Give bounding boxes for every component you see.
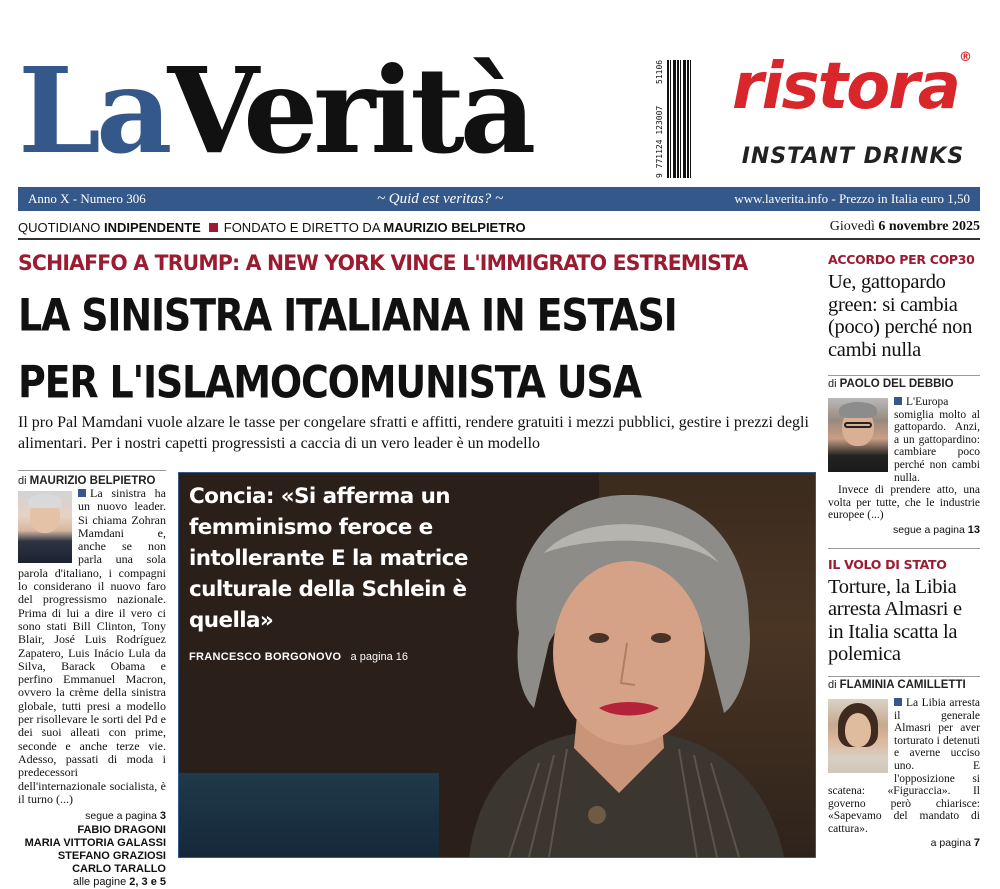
lead-standfirst: Il pro Pal Mamdani vuole alzare le tasse per congelare sfratti e affitti, rendere gratuiti i mezzi pubblici, gestire i prezzi degli alimentari. Per i nostri capetti progressisti a caccia di un vero leader è un modello: [18, 414, 809, 452]
newspaper-logo: [18, 41, 532, 180]
ad-tagline: INSTANT DRINKS: [741, 144, 965, 169]
feature-photo-box: [178, 472, 816, 858]
motto: ~ Quid est veritas? ~: [376, 190, 504, 207]
right1-headline: Ue, gattopardo green: si cambia (poco) perché non cambi nulla: [828, 271, 973, 361]
author-photo-del-debbio: [828, 398, 888, 472]
feature-byline: FRANCESCO BORGONOVO a pagina 16: [189, 651, 409, 663]
author-photo-camilletti: [828, 699, 888, 773]
editorial-body: La sinistra ha un nuovo leader. Si chiama Zohran Mamdani e, anche se non parla una sola parola d'italiano, i compagni lo considerano il nuovo faro del progressismo nazionale. Prima di lui a dire il vero ci sono stati Bill Clinton, Tony Blair, José Luis Rodríguez Zapatero, Luis Inácio Lula da Silva, Barack Obama e perfino Emmanuel Macron, ovvero la crème della sinistra globale, tutti presi a modello per risollevare le sorti del Pd e dei suoi alleati con prime, seconde e anche terze vie. Adesso, passati di moda i predecessori dell'internazionale socialista, è il turno (...): [18, 486, 166, 806]
right1-kicker: ACCORDO PER COP30: [828, 252, 975, 267]
right1-article: [828, 396, 980, 536]
headline-line1: LA SINISTRA ITALIANA IN ESTASI: [18, 289, 677, 341]
editorial-continue: segue a pagina 3: [85, 810, 166, 823]
headline-line2: PER L'ISLAMOCOMUNISTA USA: [18, 356, 641, 409]
lead-headline: [18, 282, 818, 417]
right2-byline: di FLAMINIA CAMILLETTI: [828, 678, 966, 691]
right2-page: a pagina 7: [930, 837, 980, 850]
background-chair: [179, 773, 439, 857]
right1-continue: segue a pagina 13: [893, 523, 980, 536]
logo-verita: Verità: [167, 41, 532, 180]
author-photo: [18, 491, 72, 563]
contributors: FABIO DRAGONI MARIA VITTORIA GALASSI STEFANO GRAZIOSI CARLO TARALLO alle pagine 2, 3 e 5: [24, 824, 166, 889]
issue-number: Anno X - Numero 306: [28, 191, 146, 206]
right2-kicker: IL VOLO DI STATO: [828, 556, 947, 572]
portrait-photo: [449, 493, 789, 857]
feature-quote: Concia: «Si afferma un femminismo feroce e intollerante E la matrice culturale della Schlein è quella»: [189, 484, 468, 633]
site-price: www.laverita.info - Prezzo in Italia euro 1,50: [734, 191, 970, 206]
issue-info-bar: [18, 187, 980, 211]
barcode: [655, 60, 695, 178]
right-column: [828, 252, 980, 849]
barcode-bars: [667, 60, 693, 178]
right2-body: La Libia arresta il generale Almasri per aver torturato i detenuti e averne ucciso uno. E l'opposizione si scatena: «Figuraccia». Il governo però chiarisce: «Sapevamo del mandato di cattura».: [828, 696, 980, 835]
right2-article: [828, 697, 980, 850]
editorial-column: [18, 470, 166, 889]
right1-byline: di PAOLO DEL DEBBIO: [828, 378, 954, 390]
editorial-byline: di MAURIZIO BELPIETRO: [18, 475, 156, 487]
right1-body2: Invece di prendere atto, una volta per tutte, che le industrie europee (...): [828, 484, 980, 522]
ad-brand-logo: ristora®: [732, 50, 970, 124]
right1-body: L'Europa somiglia molto al gattopardo. Anzi, a un gattopardino: cambiare poco perché non cambi nulla.: [894, 396, 980, 484]
subline-left: QUOTIDIANO INDIPENDENTE FONDATO E DIRETTO DA MAURIZIO BELPIETRO: [18, 219, 526, 235]
subline: [18, 216, 980, 240]
right2-headline: Torture, la Libia arresta Almasri e in Italia scatta la polemica: [828, 575, 962, 666]
issue-date: Giovedì 6 novembre 2025: [829, 219, 980, 234]
lead-kicker: SCHIAFFO A TRUMP: A NEW YORK VINCE L'IMMIGRATO ESTREMISTA: [18, 251, 748, 275]
logo-la: La: [18, 41, 168, 180]
barcode-number: 9 771124 123007 51106: [655, 60, 664, 178]
